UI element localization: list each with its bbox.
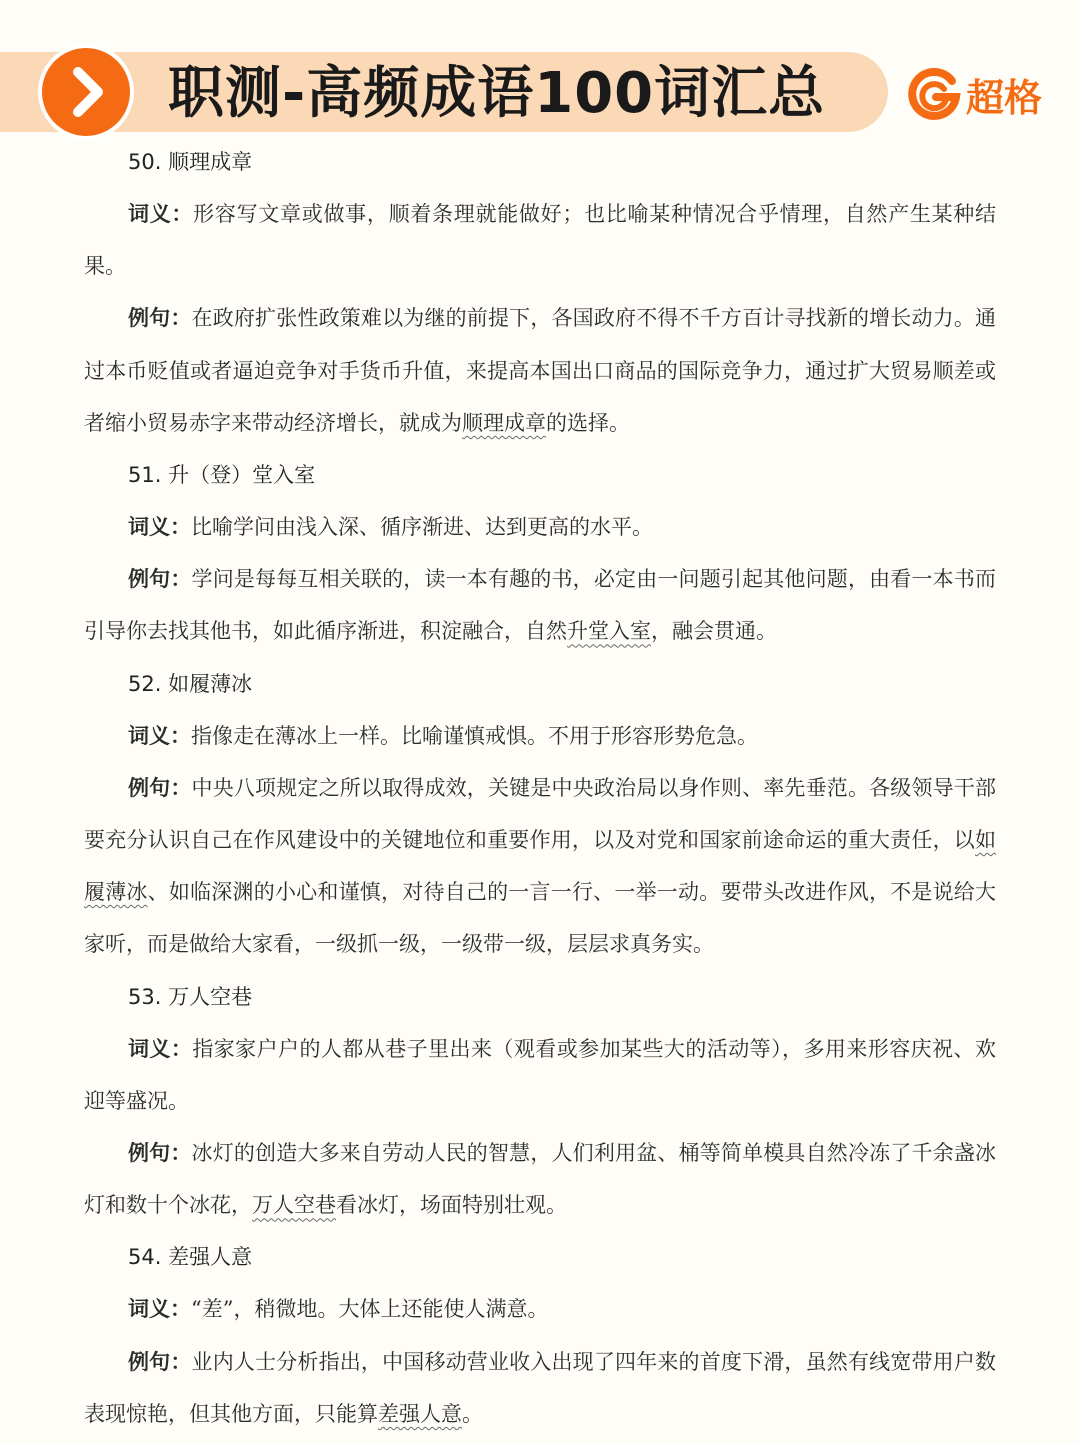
meaning-paragraph	[84, 710, 996, 762]
meaning-label: 词义：	[128, 514, 191, 540]
example-text-end: 。	[462, 1401, 483, 1426]
idiom-entry	[84, 658, 996, 971]
chevron-right-icon	[38, 44, 134, 140]
idiom-entry	[84, 1231, 996, 1440]
example-paragraph	[84, 553, 996, 657]
meaning-text: 指家家户户的人都从巷子里出来（观看或参加某些大的活动等），多用来形容庆祝、欢迎等盛况。	[84, 1036, 996, 1113]
meaning-text: 比喻学问由浅入深、循序渐进、达到更高的水平。	[191, 515, 653, 540]
example-idiom: 万人空巷	[252, 1193, 336, 1218]
example-text: 业内人士分析指出，中国移动营业收入出现了四年来的首度下滑，虽然有线宽带用户数表现惊艳，但其他方面，只能算	[84, 1349, 997, 1426]
meaning-text: 形容写文章或做事，顺着条理就能做好；也比喻某种情况合乎情理，自然产生某种结果。	[84, 202, 996, 279]
page-title: 职测-高频成语100词汇总	[168, 61, 826, 126]
meaning-text: 指像走在薄冰上一样。比喻谨慎戒惧。不用于形容形势危急。	[191, 723, 758, 748]
idiom-list	[84, 136, 996, 1440]
example-text-end: 、如临深渊的小心和谨慎，对待自己的一言一行、一举一动。要带头改进作风，不是说给大家听，而是做给大家看，一级抓一级，一级带一级，层层求真务实。	[84, 880, 997, 957]
example-idiom: 如履薄冰	[84, 828, 996, 905]
example-label: 例句：	[128, 1348, 192, 1374]
example-text: 学问是每每互相关联的，读一本有趣的书，必定由一问题引起其他问题，由看一本书而引导你去找其他书，如此循序渐进，积淀融合，自然	[84, 567, 997, 644]
brand-g-logo-icon	[908, 67, 962, 121]
example-paragraph	[84, 762, 996, 971]
example-idiom: 差强人意	[378, 1401, 462, 1426]
meaning-label: 词义：	[128, 722, 191, 748]
example-text: 中央八项规定之所以取得成效，关键是中央政治局以身作则、率先垂范。各级领导干部要充分认识自己在作风建设中的关键地位和重要作用，以及对党和国家前途命运的重大责任，以	[84, 775, 997, 853]
example-text-end: 的选择。	[546, 410, 630, 435]
example-paragraph	[84, 1127, 996, 1231]
entry-title: 54. 差强人意	[128, 1245, 253, 1270]
idiom-entry	[84, 136, 996, 449]
entry-title: 50. 顺理成章	[128, 150, 253, 174]
entry-title: 52. 如履薄冰	[128, 671, 253, 696]
example-idiom: 顺理成章	[462, 410, 546, 435]
meaning-paragraph	[84, 1023, 996, 1127]
example-text: 在政府扩张性政策难以为继的前提下，各国政府不得不千方百计寻找新的增长动力。通过本币贬值或者逼迫竞争对手货币升值，来提高本国出口商品的国际竞争力，通过扩大贸易顺差或者缩小贸易赤字来带动经济增长，就成为	[84, 306, 997, 435]
entry-title: 51. 升（登）堂入室	[128, 463, 316, 488]
idiom-entry	[84, 449, 996, 658]
example-label: 例句：	[128, 774, 192, 800]
example-text-end: 看冰灯，场面特别壮观。	[336, 1193, 567, 1218]
brand-name: 超格	[966, 75, 1043, 120]
example-label: 例句：	[128, 566, 192, 592]
brand-logo	[908, 66, 1042, 122]
example-label: 例句：	[128, 1140, 192, 1166]
example-idiom: 升堂入室	[567, 619, 651, 644]
meaning-label: 词义：	[128, 1296, 191, 1322]
example-label: 例句：	[128, 305, 192, 331]
meaning-paragraph	[84, 501, 996, 553]
meaning-paragraph	[84, 1283, 996, 1335]
example-text-end: ，融会贯通。	[651, 619, 777, 644]
entry-title: 53. 万人空巷	[128, 984, 253, 1009]
header	[0, 0, 1080, 150]
example-paragraph	[84, 1336, 996, 1440]
meaning-label: 词义：	[128, 1035, 193, 1061]
meaning-paragraph	[84, 188, 996, 292]
example-text: 冰灯的创造大多来自劳动人民的智慧，人们利用盆、桶等简单模具自然冷冻了千余盏冰灯和数十个冰花，	[84, 1141, 997, 1218]
meaning-label: 词义：	[128, 201, 194, 226]
example-paragraph	[84, 292, 996, 449]
idiom-entry	[84, 971, 996, 1232]
meaning-text: “差”，稍微地。大体上还能使人满意。	[191, 1297, 549, 1322]
